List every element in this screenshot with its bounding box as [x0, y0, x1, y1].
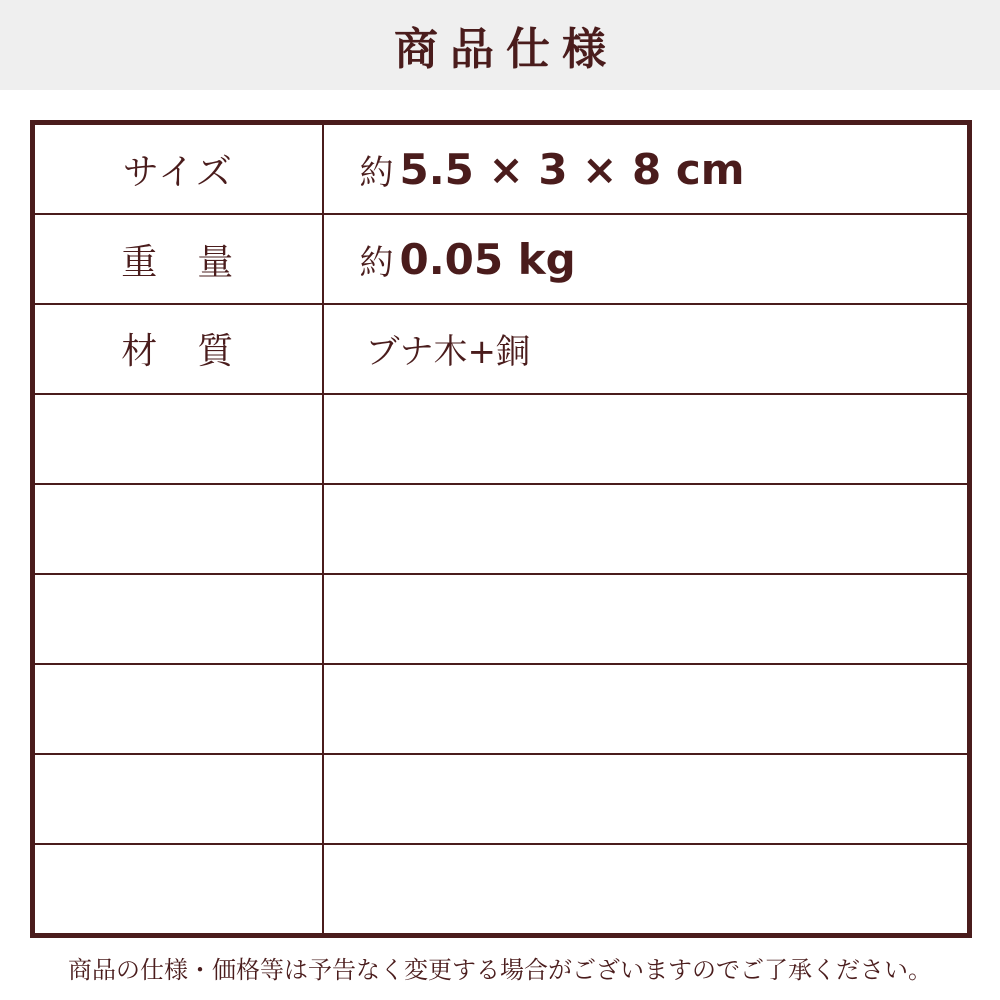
spec-value [323, 123, 970, 215]
spec-value-text: 5.5 × 3 × 8 cm [399, 144, 745, 194]
table-row [33, 574, 970, 664]
spec-label [33, 754, 323, 844]
disclaimer-note: 商品の仕様・価格等は予告なく変更する場合がございますのでご了承ください。 [68, 956, 932, 984]
spec-label [33, 574, 323, 664]
table-row [33, 214, 970, 304]
spec-value-text: 0.05 kg [399, 234, 576, 284]
spec-value [323, 574, 970, 664]
spec-label [33, 484, 323, 574]
spec-prefix: 約 [359, 242, 394, 283]
spec-value [323, 754, 970, 844]
table-row [33, 123, 970, 215]
spec-value-text: ブナ木+銅 [365, 332, 530, 373]
spec-label [33, 844, 323, 936]
spec-label [33, 664, 323, 754]
spec-value [323, 394, 970, 484]
spec-label: サイズ [33, 123, 323, 215]
table-row [33, 394, 970, 484]
spec-value [323, 484, 970, 574]
spec-value [323, 304, 970, 394]
table-row [33, 664, 970, 754]
spec-prefix: 約 [359, 152, 394, 193]
spec-value [323, 214, 970, 304]
spec-value [323, 844, 970, 936]
table-row [33, 484, 970, 574]
table-row [33, 754, 970, 844]
spec-label: 材 質 [33, 304, 323, 394]
spec-label: 重 量 [33, 214, 323, 304]
table-row [33, 844, 970, 936]
spec-table [30, 120, 972, 938]
header-bar [0, 0, 1000, 90]
page-title: 商品仕様 [394, 24, 618, 75]
spec-value [323, 664, 970, 754]
spec-label [33, 394, 323, 484]
table-row [33, 304, 970, 394]
